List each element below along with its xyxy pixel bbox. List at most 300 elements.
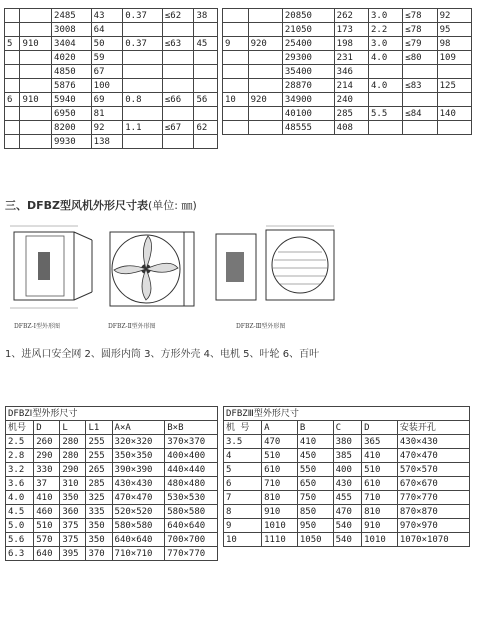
table-cell: 520×520: [112, 505, 165, 519]
table-cell: [194, 135, 218, 149]
table-cell: ≤66: [162, 93, 194, 107]
table-cell: 910: [362, 519, 398, 533]
table-row: [6, 477, 218, 491]
table-cell: 440×440: [165, 463, 218, 477]
table-cell: 140: [437, 107, 471, 121]
table-cell: 5: [5, 37, 20, 51]
table-cell: [403, 93, 437, 107]
table-row: [5, 107, 218, 121]
table-cell: 59: [91, 51, 123, 65]
table-header-row: [224, 421, 470, 435]
parts-legend: 1、进风口安全网 2、圆形内筒 3、方形外壳 4、电机 5、叶轮 6、百叶: [5, 349, 320, 360]
table-cell: [20, 23, 52, 37]
table-cell: 770×770: [397, 491, 469, 505]
table-cell: 640: [34, 547, 60, 561]
table-title: DFBZⅢ型外形尺寸: [224, 407, 470, 421]
table-cell: 3.0: [368, 37, 402, 51]
table-cell: 265: [86, 463, 112, 477]
table-row: [5, 121, 218, 135]
table-cell: [20, 65, 52, 79]
performance-table-right: [222, 8, 472, 135]
table-cell: 4850: [52, 65, 92, 79]
table-cell: [162, 23, 194, 37]
table-cell: 570×570: [397, 463, 469, 477]
table-cell: 540: [333, 533, 362, 547]
table-cell: [5, 51, 20, 65]
table-cell: 870×870: [397, 505, 469, 519]
table-cell: [223, 65, 249, 79]
table-cell: 810: [262, 491, 298, 505]
table-cell: 455: [333, 491, 362, 505]
table-cell: 6: [5, 93, 20, 107]
table-cell: 395: [60, 547, 86, 561]
table-cell: [5, 23, 20, 37]
table-cell: 290: [34, 449, 60, 463]
table-cell: 850: [297, 505, 333, 519]
table-cell: [162, 107, 194, 121]
table-cell: [123, 135, 163, 149]
table-cell: 98: [437, 37, 471, 51]
table-cell: 2.5: [6, 435, 34, 449]
table-cell: 470×470: [397, 449, 469, 463]
table-cell: [368, 65, 402, 79]
table-cell: 40100: [282, 107, 334, 121]
table-cell: [5, 9, 20, 23]
table-cell: 410: [297, 435, 333, 449]
table-cell: ≤84: [403, 107, 437, 121]
table-cell: 8: [224, 505, 262, 519]
column-header: 机号: [6, 421, 34, 435]
table-cell: 350×350: [112, 449, 165, 463]
table-cell: [20, 135, 52, 149]
table-cell: [123, 79, 163, 93]
table-row: [224, 463, 470, 477]
table-cell: [194, 65, 218, 79]
table-cell: 20850: [282, 9, 334, 23]
table-cell: 950: [297, 519, 333, 533]
table-cell: 640×640: [165, 519, 218, 533]
table-cell: 3008: [52, 23, 92, 37]
table-cell: 34900: [282, 93, 334, 107]
table-cell: 530×530: [165, 491, 218, 505]
table-cell: 610: [262, 463, 298, 477]
column-header: B×B: [165, 421, 218, 435]
table-cell: 0.37: [123, 9, 163, 23]
column-header: A×A: [112, 421, 165, 435]
table-row: [6, 533, 218, 547]
table-cell: 460: [34, 505, 60, 519]
table-cell: 69: [91, 93, 123, 107]
table-cell: 430: [333, 477, 362, 491]
table-cell: 9: [224, 519, 262, 533]
table-row: [223, 23, 472, 37]
column-header: L: [60, 421, 86, 435]
table-row: [223, 79, 472, 93]
table-cell: 0.8: [123, 93, 163, 107]
table-cell: 7: [224, 491, 262, 505]
table-cell: [162, 79, 194, 93]
table-cell: [403, 121, 437, 135]
table-cell: [5, 121, 20, 135]
table-cell: 570: [34, 533, 60, 547]
table-row: [224, 533, 470, 547]
table-cell: 710: [362, 491, 398, 505]
column-header: 安装开孔: [397, 421, 469, 435]
table-cell: ≤63: [162, 37, 194, 51]
table-cell: 400: [333, 463, 362, 477]
table-cell: 21050: [282, 23, 334, 37]
table-cell: 62: [194, 121, 218, 135]
table-cell: [248, 23, 282, 37]
table-cell: [368, 121, 402, 135]
table-row: [224, 505, 470, 519]
table-cell: 262: [334, 9, 368, 23]
table-cell: 700×700: [165, 533, 218, 547]
table-row: [224, 435, 470, 449]
table-cell: 48555: [282, 121, 334, 135]
table-cell: 6950: [52, 107, 92, 121]
table-row: [224, 449, 470, 463]
table-cell: ≤83: [403, 79, 437, 93]
table-row: [224, 491, 470, 505]
table-cell: 390×390: [112, 463, 165, 477]
table-cell: 285: [334, 107, 368, 121]
table-cell: 43: [91, 9, 123, 23]
table-cell: 710: [262, 477, 298, 491]
table-cell: 198: [334, 37, 368, 51]
table-cell: 5: [224, 463, 262, 477]
table-cell: [248, 79, 282, 93]
table-row: [5, 135, 218, 149]
table-row: [6, 519, 218, 533]
table-header-row: [6, 421, 218, 435]
table-cell: 920: [248, 37, 282, 51]
figure-caption-2: DFBZ-Ⅱ型外形图: [108, 323, 156, 330]
table-cell: 510: [34, 519, 60, 533]
table-row: [224, 519, 470, 533]
table-cell: 430×430: [112, 477, 165, 491]
section-unit: (单位: ㎜): [148, 199, 197, 212]
table-cell: ≤67: [162, 121, 194, 135]
table-cell: 280: [60, 435, 86, 449]
table-cell: 430×430: [397, 435, 469, 449]
table-cell: 255: [86, 449, 112, 463]
table-cell: ≤78: [403, 23, 437, 37]
table-cell: 9930: [52, 135, 92, 149]
table-cell: [248, 121, 282, 135]
table-cell: 0.37: [123, 37, 163, 51]
fan-diagram-type-3: [212, 222, 342, 314]
table-cell: 920: [248, 93, 282, 107]
table-cell: [162, 135, 194, 149]
table-cell: [194, 79, 218, 93]
table-cell: 3.2: [6, 463, 34, 477]
table-cell: [223, 107, 249, 121]
table-cell: 650: [297, 477, 333, 491]
table-cell: 385: [333, 449, 362, 463]
table-cell: 510: [362, 463, 398, 477]
table-title: DFBZⅠ型外形尺寸: [6, 407, 218, 421]
column-header: D: [362, 421, 398, 435]
table-row: [224, 477, 470, 491]
fan-diagram-type-1: [8, 222, 100, 314]
table-row: [223, 107, 472, 121]
table-cell: 1010: [262, 519, 298, 533]
table-cell: 9: [223, 37, 249, 51]
column-header: A: [262, 421, 298, 435]
table-row: [6, 547, 218, 561]
dimension-table-type-3: [223, 406, 470, 547]
table-cell: 320×320: [112, 435, 165, 449]
table-cell: 3.6: [6, 477, 34, 491]
figure-caption-3: DFBZ-Ⅲ型外形图: [236, 323, 286, 330]
table-cell: [20, 9, 52, 23]
table-cell: [5, 107, 20, 121]
table-cell: [5, 79, 20, 93]
table-cell: 710×710: [112, 547, 165, 561]
table-cell: 6: [224, 477, 262, 491]
table-cell: 350: [86, 533, 112, 547]
table-cell: 910: [20, 37, 52, 51]
table-row: [5, 93, 218, 107]
table-row: [5, 65, 218, 79]
table-row: [6, 435, 218, 449]
table-cell: 35400: [282, 65, 334, 79]
table-cell: 6.3: [6, 547, 34, 561]
table-row: [6, 491, 218, 505]
table-cell: 360: [60, 505, 86, 519]
table-cell: ≤79: [403, 37, 437, 51]
table-cell: 231: [334, 51, 368, 65]
table-row: [223, 9, 472, 23]
table-cell: 260: [34, 435, 60, 449]
table-cell: [162, 65, 194, 79]
table-cell: [223, 51, 249, 65]
table-cell: 640×640: [112, 533, 165, 547]
table-cell: [437, 65, 471, 79]
table-cell: 5.0: [6, 519, 34, 533]
table-cell: [248, 51, 282, 65]
table-cell: 5.6: [6, 533, 34, 547]
table-cell: 4020: [52, 51, 92, 65]
table-cell: 290: [60, 463, 86, 477]
table-cell: [20, 107, 52, 121]
table-cell: 770×770: [165, 547, 218, 561]
table-cell: 325: [86, 491, 112, 505]
section-title-text: 三、DFBZ型风机外形尺寸表: [5, 199, 149, 212]
table-row: [223, 121, 472, 135]
table-cell: [437, 93, 471, 107]
table-row: [5, 79, 218, 93]
table-cell: 8200: [52, 121, 92, 135]
table-cell: [248, 107, 282, 121]
table-cell: 5.5: [368, 107, 402, 121]
table-cell: 45: [194, 37, 218, 51]
table-cell: 37: [34, 477, 60, 491]
table-cell: 375: [60, 533, 86, 547]
table-cell: 240: [334, 93, 368, 107]
table-cell: 380: [333, 435, 362, 449]
table-cell: [20, 121, 52, 135]
table-cell: 29300: [282, 51, 334, 65]
table-cell: ≤80: [403, 51, 437, 65]
table-row: [223, 65, 472, 79]
table-cell: 4.0: [368, 79, 402, 93]
table-cell: 64: [91, 23, 123, 37]
table-cell: 370: [86, 547, 112, 561]
table-cell: 310: [60, 477, 86, 491]
table-cell: [123, 51, 163, 65]
table-cell: 3.5: [224, 435, 262, 449]
table-cell: [223, 79, 249, 93]
table-cell: 610: [362, 477, 398, 491]
table-row: [6, 449, 218, 463]
table-cell: 1110: [262, 533, 298, 547]
table-cell: 3.0: [368, 9, 402, 23]
table-cell: [437, 121, 471, 135]
table-title-row: [6, 407, 218, 421]
table-cell: 450: [297, 449, 333, 463]
table-cell: [20, 51, 52, 65]
table-cell: 470×470: [112, 491, 165, 505]
table-cell: 470: [333, 505, 362, 519]
table-cell: 56: [194, 93, 218, 107]
table-cell: 810: [362, 505, 398, 519]
table-cell: [248, 9, 282, 23]
table-row: [5, 23, 218, 37]
table-row: [5, 9, 218, 23]
column-header: B: [297, 421, 333, 435]
table-cell: 10: [223, 93, 249, 107]
table-row: [223, 93, 472, 107]
table-cell: 910: [262, 505, 298, 519]
table-cell: 125: [437, 79, 471, 93]
table-cell: 1050: [297, 533, 333, 547]
table-cell: 350: [60, 491, 86, 505]
table-cell: 1010: [362, 533, 398, 547]
table-row: [6, 463, 218, 477]
table-cell: 92: [437, 9, 471, 23]
table-cell: [5, 135, 20, 149]
table-row: [223, 37, 472, 51]
table-cell: [223, 9, 249, 23]
column-header: C: [333, 421, 362, 435]
section-title: [5, 197, 197, 213]
table-cell: 100: [91, 79, 123, 93]
table-cell: 350: [86, 519, 112, 533]
table-cell: 92: [91, 121, 123, 135]
table-cell: 50: [91, 37, 123, 51]
column-header: L1: [86, 421, 112, 435]
table-cell: 138: [91, 135, 123, 149]
table-cell: 365: [362, 435, 398, 449]
table-cell: ≤62: [162, 9, 194, 23]
table-cell: [162, 51, 194, 65]
table-row: [6, 505, 218, 519]
table-cell: [194, 51, 218, 65]
table-cell: 4.0: [368, 51, 402, 65]
table-cell: 410: [362, 449, 398, 463]
table-cell: 4.5: [6, 505, 34, 519]
table-cell: [20, 79, 52, 93]
table-cell: 375: [60, 519, 86, 533]
table-cell: 81: [91, 107, 123, 121]
table-cell: 970×970: [397, 519, 469, 533]
performance-table-left: [4, 8, 218, 149]
table-cell: [223, 121, 249, 135]
table-cell: 510: [262, 449, 298, 463]
table-cell: 38: [194, 9, 218, 23]
table-cell: 1070×1070: [397, 533, 469, 547]
table-cell: 750: [297, 491, 333, 505]
table-cell: 335: [86, 505, 112, 519]
table-cell: 580×580: [112, 519, 165, 533]
table-cell: 2485: [52, 9, 92, 23]
table-cell: 470: [262, 435, 298, 449]
table-cell: 480×480: [165, 477, 218, 491]
table-title-row: [224, 407, 470, 421]
table-cell: 2.8: [6, 449, 34, 463]
table-cell: [223, 23, 249, 37]
table-cell: [368, 93, 402, 107]
table-cell: [123, 65, 163, 79]
table-row: [5, 51, 218, 65]
table-cell: 4: [224, 449, 262, 463]
table-cell: 330: [34, 463, 60, 477]
table-cell: 408: [334, 121, 368, 135]
table-cell: 95: [437, 23, 471, 37]
table-cell: [123, 23, 163, 37]
table-cell: 3404: [52, 37, 92, 51]
fan-diagram-type-2: [108, 228, 200, 320]
table-cell: 109: [437, 51, 471, 65]
table-cell: [194, 23, 218, 37]
table-row: [223, 51, 472, 65]
table-cell: 4.0: [6, 491, 34, 505]
table-cell: 540: [333, 519, 362, 533]
table-cell: [194, 107, 218, 121]
table-cell: 370×370: [165, 435, 218, 449]
table-cell: 410: [34, 491, 60, 505]
column-header: 机 号: [224, 421, 262, 435]
column-header: D: [34, 421, 60, 435]
table-cell: 285: [86, 477, 112, 491]
table-cell: 580×580: [165, 505, 218, 519]
table-cell: ≤78: [403, 9, 437, 23]
table-row: [5, 37, 218, 51]
table-cell: 5876: [52, 79, 92, 93]
table-cell: 670×670: [397, 477, 469, 491]
table-cell: [248, 65, 282, 79]
table-cell: 25400: [282, 37, 334, 51]
table-cell: 280: [60, 449, 86, 463]
table-cell: [5, 65, 20, 79]
figure-caption-1: DFBZ-Ⅰ型外形图: [14, 323, 60, 330]
table-cell: [403, 65, 437, 79]
table-cell: 400×400: [165, 449, 218, 463]
table-cell: 10: [224, 533, 262, 547]
table-cell: 5940: [52, 93, 92, 107]
table-cell: 28870: [282, 79, 334, 93]
table-cell: 2.2: [368, 23, 402, 37]
dimension-table-type-1: [5, 406, 218, 561]
table-cell: 910: [20, 93, 52, 107]
table-cell: 1.1: [123, 121, 163, 135]
table-cell: 214: [334, 79, 368, 93]
table-cell: 255: [86, 435, 112, 449]
table-cell: 67: [91, 65, 123, 79]
table-cell: 173: [334, 23, 368, 37]
